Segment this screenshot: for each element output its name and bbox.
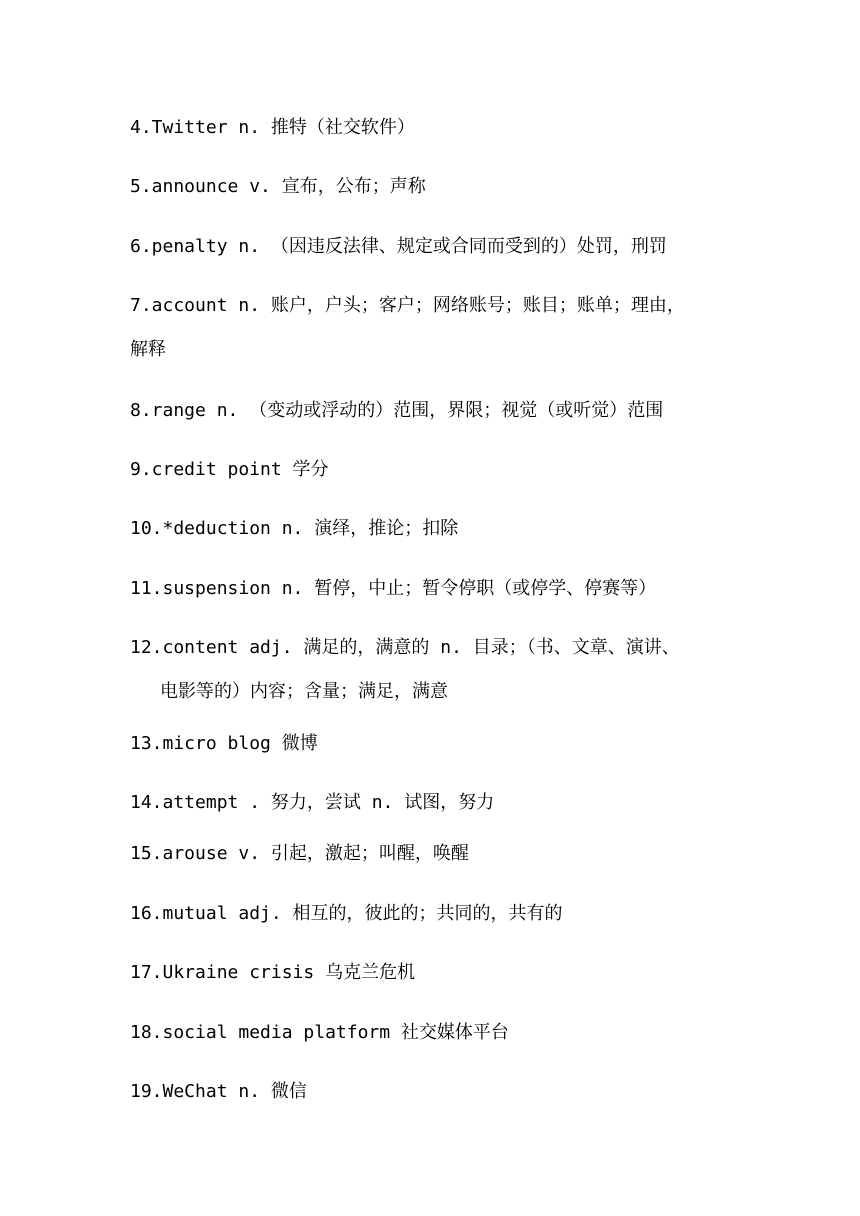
entry-text: 12.content adj. 满足的，满意的 n. 目录；（书、文章、演讲、 [130, 637, 680, 658]
vocab-entry-13 [130, 722, 740, 766]
entry-text: 6.penalty n. （因违反法律、规定或合同而受到的）处罚，刑罚 [130, 236, 667, 257]
vocab-entry-10 [130, 507, 740, 551]
vocab-entry-9 [130, 448, 740, 492]
vocab-entry-15 [130, 832, 740, 876]
vocab-entry-12 [130, 626, 740, 714]
entry-text: 17.Ukraine crisis 乌克兰危机 [130, 962, 416, 983]
entry-text: 9.credit point 学分 [130, 459, 329, 480]
entry-text: 13.micro blog 微博 [130, 733, 318, 754]
vocab-entry-14 [130, 781, 740, 825]
entry-text: 4.Twitter n. 推特（社交软件） [130, 117, 415, 138]
entry-text: 16.mutual adj. 相互的，彼此的；共同的，共有的 [130, 903, 563, 924]
entry-text: 19.WeChat n. 微信 [130, 1081, 307, 1102]
vocab-entry-18 [130, 1011, 740, 1055]
entry-continuation: 电影等的）内容；含量；满足，满意 [160, 681, 448, 702]
vocab-entry-5 [130, 165, 740, 209]
vocab-entry-4 [130, 106, 740, 150]
entry-continuation: 解释 [130, 339, 166, 360]
entry-text: 5.announce v. 宣布，公布；声称 [130, 176, 426, 197]
vocab-entry-19 [130, 1070, 740, 1114]
vocab-entry-11 [130, 567, 740, 611]
entry-text: 8.range n. （变动或浮动的）范围，界限；视觉（或听觉）范围 [130, 400, 664, 421]
entry-text: 15.arouse v. 引起，激起；叫醒，唤醒 [130, 843, 469, 864]
entry-text: 10.*deduction n. 演绎，推论；扣除 [130, 518, 459, 539]
vocab-entry-6 [130, 225, 740, 269]
vocab-entry-7 [130, 284, 740, 372]
entry-text: 11.suspension n. 暂停，中止；暂令停职（或停学、停赛等） [130, 578, 657, 599]
entry-text: 18.social media platform 社交媒体平台 [130, 1022, 509, 1043]
vocab-entry-8 [130, 389, 740, 433]
entry-text: 7.account n. 账户，户头；客户；网络账号；账目；账单；理由， [130, 295, 685, 316]
entry-text: 14.attempt . 努力，尝试 n. 试图，努力 [130, 792, 495, 813]
vocab-entry-17 [130, 951, 740, 995]
vocab-entry-16 [130, 892, 740, 936]
